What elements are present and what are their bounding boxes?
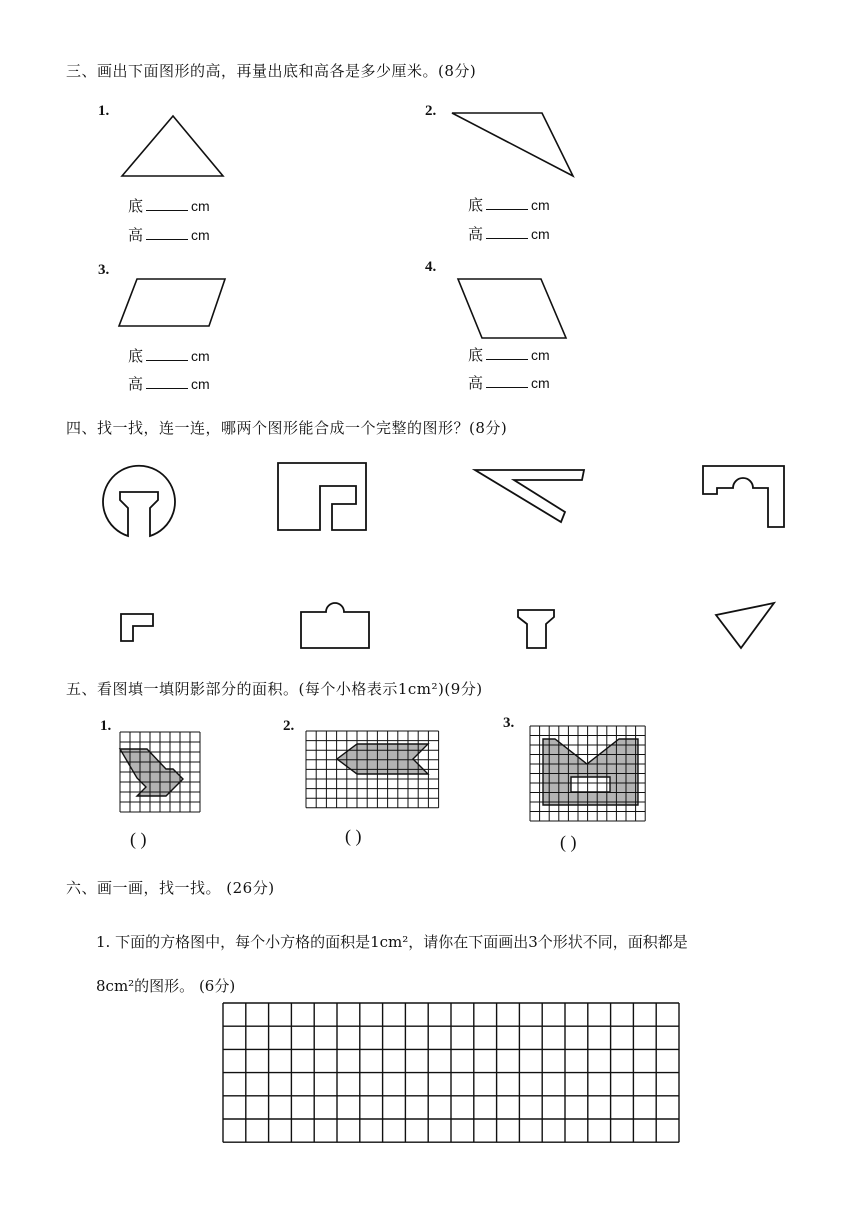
s5-item1-answer[interactable]: ( ) xyxy=(130,829,147,849)
s5-item2-number: 2. xyxy=(283,718,295,734)
s5-item2-answer[interactable]: ( ) xyxy=(345,826,362,846)
s3-item1-number: 1. xyxy=(98,103,110,119)
s5-item1-number: 1. xyxy=(100,718,112,734)
base-label: 底 xyxy=(468,346,484,364)
unit: cm xyxy=(531,347,550,363)
section6-title: 六、画一画，找一找。 (26分) xyxy=(66,879,275,897)
s3-item3-number: 3. xyxy=(98,262,110,278)
unit: cm xyxy=(191,198,210,214)
unit: cm xyxy=(191,376,210,392)
s6-q1-line1: 1. 下面的方格图中，每个小方格的面积是1cm²，请你在下面画出3个形状不同，面积都是 xyxy=(96,933,688,951)
s5-item3-answer[interactable]: ( ) xyxy=(560,832,577,852)
s3-item2-number: 2. xyxy=(425,103,437,119)
unit: cm xyxy=(531,226,550,242)
unit: cm xyxy=(191,348,210,364)
base-label: 底 xyxy=(128,347,144,365)
unit: cm xyxy=(531,197,550,213)
s6-q1-line2: 8cm²的图形。 (6分) xyxy=(96,977,236,995)
unit: cm xyxy=(191,227,210,243)
section4-title: 四、找一找，连一连，哪两个图形能合成一个完整的图形？(8分) xyxy=(66,419,508,437)
section5-title: 五、看图填一填阴影部分的面积。(每个小格表示1cm²)(9分) xyxy=(66,680,483,698)
height-label: 高 xyxy=(468,374,484,392)
height-label: 高 xyxy=(128,375,144,393)
height-label: 高 xyxy=(468,225,484,243)
base-label: 底 xyxy=(128,197,144,215)
s5-item3-number: 3. xyxy=(503,715,515,731)
height-label: 高 xyxy=(128,226,144,244)
base-label: 底 xyxy=(468,196,484,214)
big-grid-lines[interactable] xyxy=(223,1003,679,1142)
unit: cm xyxy=(531,375,550,391)
s3-item4-number: 4. xyxy=(425,259,437,275)
section3-title: 三、画出下面图形的高，再量出底和高各是多少厘米。(8分) xyxy=(66,62,477,80)
